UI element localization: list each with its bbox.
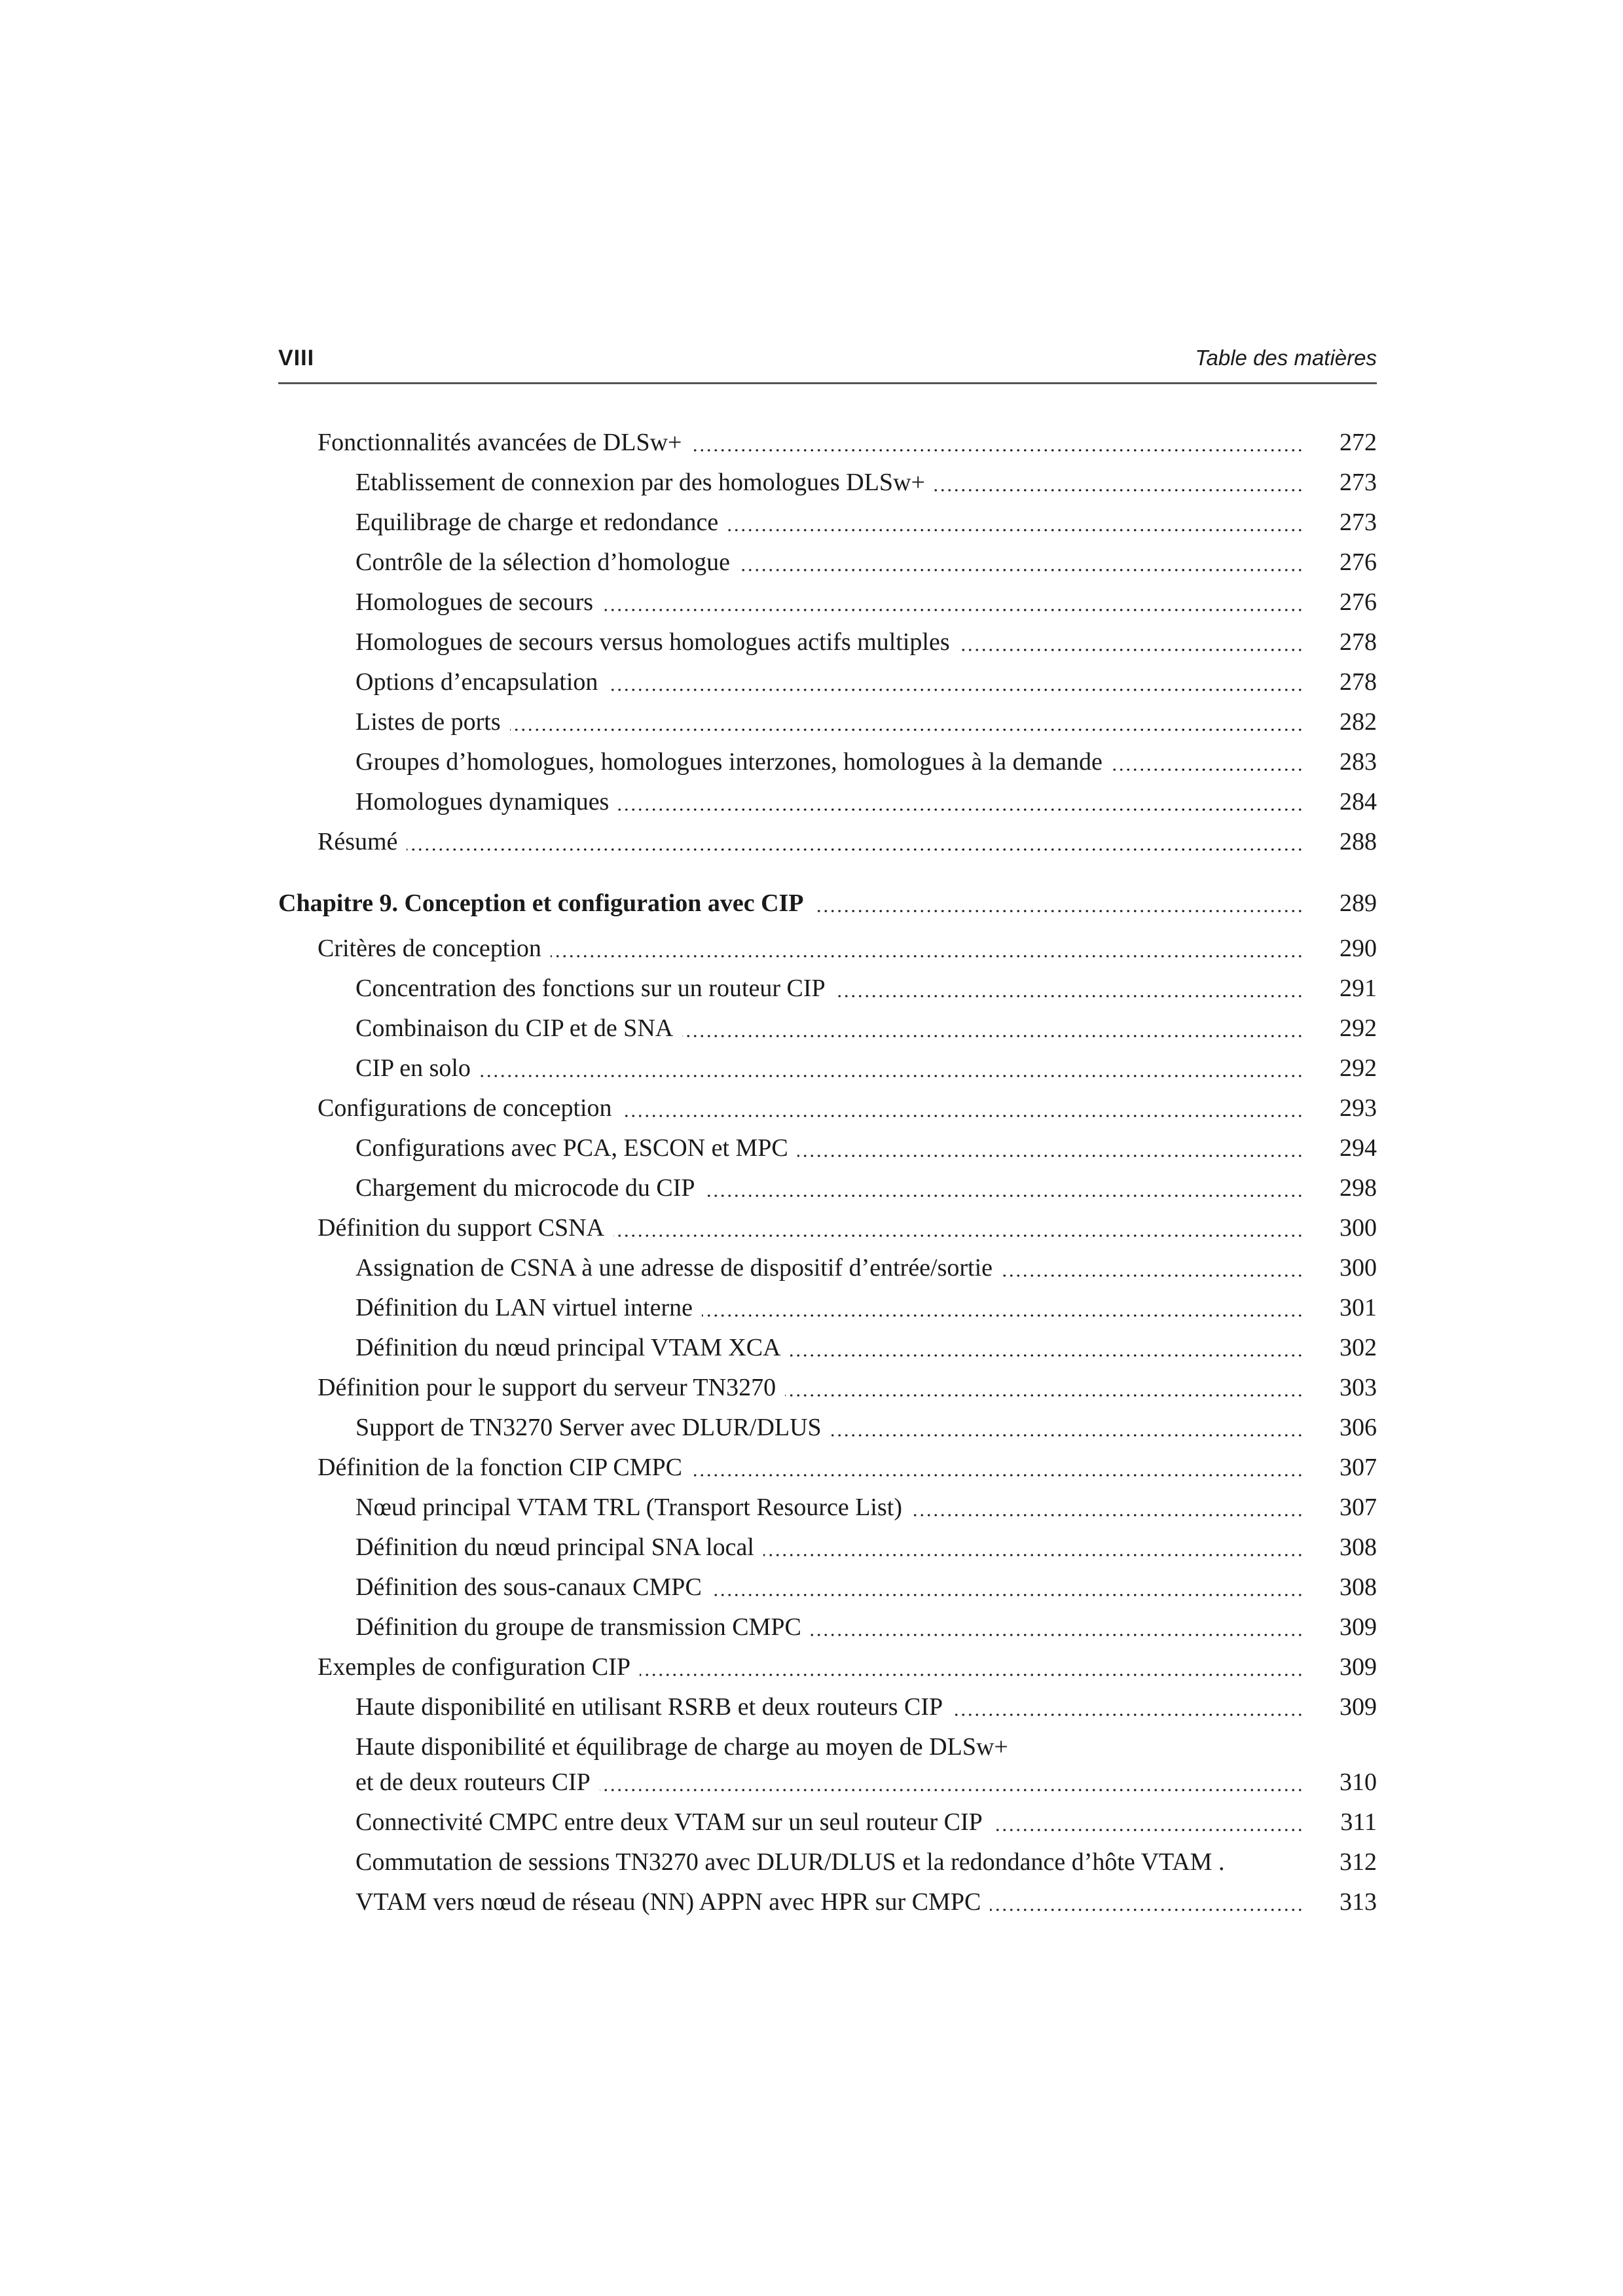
toc-entry: [278, 1011, 1377, 1045]
toc-entry-page: 294: [1340, 1134, 1377, 1162]
toc-entry-page: 309: [1340, 1613, 1377, 1641]
toc-entry-title: Nœud principal VTAM TRL (Transport Resource List): [356, 1494, 902, 1521]
toc-entry: [278, 1730, 1377, 1764]
toc-entry-page: 273: [1340, 469, 1377, 496]
toc-entry-title: Assignation de CSNA à une adresse de dispositif d’entrée/sortie: [356, 1254, 993, 1282]
toc-entry-page: 298: [1340, 1174, 1377, 1202]
toc-entry-page: 300: [1340, 1214, 1377, 1242]
toc-entry: [278, 1371, 1377, 1405]
toc-entry-page: 276: [1340, 548, 1377, 576]
toc-entry-page: 309: [1340, 1693, 1377, 1721]
toc-entry: [278, 745, 1377, 779]
toc-entry: [278, 1530, 1377, 1564]
toc-entry-title: Connectivité CMPC entre deux VTAM sur un seul routeur CIP: [356, 1808, 983, 1836]
toc-entry: [278, 1805, 1377, 1839]
toc-leader-dots: [613, 1211, 1304, 1245]
toc-entry: [278, 1251, 1377, 1285]
toc-entry-title: Définition du LAN virtuel interne: [356, 1294, 693, 1321]
toc-entry-page: 309: [1340, 1653, 1377, 1681]
toc-entry-page: 291: [1340, 975, 1377, 1002]
toc-leader-dots: [602, 585, 1304, 619]
toc-leader-dots: [992, 1805, 1304, 1839]
header-rule: [278, 382, 1377, 384]
toc-entry-title: Définition du nœud principal SNA local: [356, 1534, 754, 1561]
toc-entry-title: Configurations de conception: [318, 1094, 612, 1122]
toc-entry-title: Chargement du microcode du CIP: [356, 1174, 695, 1202]
toc-entry-page: 283: [1340, 748, 1377, 776]
toc-entry-page: 313: [1340, 1888, 1377, 1916]
toc-leader-dots: [510, 705, 1304, 739]
toc-entry-title: Résumé: [318, 828, 398, 855]
toc-entry-title: Définition des sous-canaux CMPC: [356, 1573, 702, 1601]
toc-leader-dots: [934, 465, 1304, 499]
toc-entry-page: 276: [1340, 588, 1377, 616]
toc-leader-dots: [621, 1091, 1304, 1125]
toc-entry: [278, 1051, 1377, 1085]
toc-entry: [278, 1885, 1377, 1919]
toc-entry-page: 273: [1340, 509, 1377, 536]
toc-leader-dots: [739, 545, 1304, 579]
toc-entry: [278, 971, 1377, 1005]
toc-entry-page: 292: [1340, 1054, 1377, 1082]
page-folio: VIII: [278, 346, 315, 370]
toc-entry-page: 307: [1340, 1454, 1377, 1481]
toc-entry-page: 310: [1340, 1768, 1377, 1796]
toc-entry: [278, 1490, 1377, 1524]
toc-leader-dots: [911, 1490, 1304, 1524]
toc-entry-page: 282: [1340, 708, 1377, 736]
toc-entry-continuation: [278, 1765, 1377, 1799]
toc-entry-title: Fonctionnalités avancées de DLSw+: [318, 429, 682, 456]
toc-entry-page: 290: [1340, 935, 1377, 962]
toc-leader-dots: [959, 625, 1304, 659]
toc-entry-title: Homologues de secours versus homologues actifs multiples: [356, 628, 950, 656]
toc-entry-page: 312: [1340, 1848, 1377, 1876]
toc-entry-title: Groupes d’homologues, homologues interzones, homologues à la demande: [356, 748, 1103, 776]
toc-leader-dots: [831, 1410, 1304, 1444]
toc-leader-dots: [797, 1131, 1304, 1165]
toc-entry-page: 308: [1340, 1534, 1377, 1561]
toc-entry-title: Support de TN3270 Server avec DLUR/DLUS: [356, 1414, 822, 1441]
toc-entry-page: 272: [1340, 429, 1377, 456]
toc-leader-dots: [1002, 1251, 1304, 1285]
toc-entry-title: Définition du groupe de transmission CMPC: [356, 1613, 801, 1641]
toc-entry-page: 306: [1340, 1414, 1377, 1441]
toc-entry-page: 302: [1340, 1334, 1377, 1361]
toc-leader-dots: [600, 1765, 1304, 1799]
toc-entry-page: 278: [1340, 668, 1377, 696]
toc-entry: [278, 705, 1377, 739]
toc-entry-title: VTAM vers nœud de réseau (NN) APPN avec HPR sur CMPC: [356, 1888, 981, 1916]
toc-entry: [278, 1331, 1377, 1365]
toc-entry-title: Contrôle de la sélection d’homologue: [356, 548, 730, 576]
toc-entry-title: Exemples de configuration CIP: [318, 1653, 631, 1681]
toc-entry: [278, 1650, 1377, 1684]
toc-entry-title: CIP en solo: [356, 1054, 471, 1082]
toc-entry: [278, 1211, 1377, 1245]
toc-entry: [278, 665, 1377, 699]
toc-entry-page: 288: [1340, 828, 1377, 855]
toc-entry-page: 300: [1340, 1254, 1377, 1282]
toc-leader-dots: [763, 1530, 1304, 1564]
toc-entry-title: Définition de la fonction CIP CMPC: [318, 1454, 682, 1481]
toc-entry-page: 301: [1340, 1294, 1377, 1321]
toc-entry-title: Haute disponibilité et équilibrage de charge au moyen de DLSw+: [356, 1733, 1008, 1761]
toc-entry: [278, 425, 1377, 459]
toc-leader-dots: [990, 1885, 1304, 1919]
toc-leader-dots: [711, 1570, 1304, 1604]
toc-leader-dots: [682, 1011, 1304, 1045]
toc-entry: [278, 545, 1377, 579]
toc-entry-title: Commutation de sessions TN3270 avec DLUR/DLUS et la redondance d’hôte VTAM .: [356, 1848, 1225, 1876]
toc-leader-dots: [1112, 745, 1304, 779]
toc-leader-dots: [607, 665, 1304, 699]
toc-leader-dots: [727, 505, 1304, 539]
toc-leader-dots: [790, 1331, 1304, 1365]
toc-entry-page: 308: [1340, 1573, 1377, 1601]
toc-entry: [278, 1410, 1377, 1444]
toc-leader-dots: [813, 886, 1304, 920]
toc-entry-title: Définition du support CSNA: [318, 1214, 605, 1242]
toc-leader-dots: [811, 1610, 1304, 1644]
toc-entry-title: Equilibrage de charge et redondance: [356, 509, 719, 536]
toc-entry: [278, 1450, 1377, 1484]
toc-entry: [278, 1091, 1377, 1125]
toc-entry-page: 284: [1340, 788, 1377, 816]
toc-leader-dots: [618, 785, 1304, 819]
toc-leader-dots: [691, 425, 1304, 459]
toc-entry-title: Homologues dynamiques: [356, 788, 610, 816]
toc-entry: [278, 465, 1377, 499]
toc-entry-title: Options d’encapsulation: [356, 668, 598, 696]
toc-entry: [278, 505, 1377, 539]
toc-entry-title: Combinaison du CIP et de SNA: [356, 1014, 674, 1042]
toc-entry-page: 311: [1340, 1808, 1377, 1836]
running-title: Table des matières: [1195, 346, 1377, 370]
toc-entry-title: Etablissement de connexion par des homologues DLSw+: [356, 469, 925, 496]
toc-entry-title: Concentration des fonctions sur un routeur CIP: [356, 975, 826, 1002]
toc-entry: [278, 785, 1377, 819]
toc-leader-dots: [407, 825, 1304, 859]
toc-leader-dots: [835, 971, 1304, 1005]
toc-entry: [278, 825, 1377, 859]
toc-entry-continuation-text: et de deux routeurs CIP: [356, 1768, 591, 1796]
toc-entry: [278, 1610, 1377, 1644]
toc-leader-dots: [704, 1171, 1304, 1205]
toc-entry-page: 289: [1340, 889, 1377, 917]
toc-entry: [278, 931, 1377, 965]
toc-leader-dots: [551, 931, 1304, 965]
toc-entry-title: Critères de conception: [318, 935, 541, 962]
toc-entry-page-holder: [278, 1845, 1377, 1879]
toc-entry: [278, 1171, 1377, 1205]
toc-entry-page: 303: [1340, 1374, 1377, 1401]
toc-entry-title: Homologues de secours: [356, 588, 594, 616]
toc-leader-dots: [952, 1690, 1304, 1724]
toc-chapter-title: Chapitre 9. Conception et configuration avec CIP: [278, 889, 804, 917]
toc-entry-page: 307: [1340, 1494, 1377, 1521]
page-header: [278, 339, 1377, 385]
toc-entry: [278, 585, 1377, 619]
toc-entry: [278, 1690, 1377, 1724]
toc-leader-dots: [702, 1291, 1304, 1325]
toc-leader-dots: [691, 1450, 1304, 1484]
toc-leader-dots: [480, 1051, 1304, 1085]
toc-entry: [278, 625, 1377, 659]
toc-entry-title: Configurations avec PCA, ESCON et MPC: [356, 1134, 788, 1162]
toc-entry-title: Définition pour le support du serveur TN3270: [318, 1374, 776, 1401]
toc-entry-page: 292: [1340, 1014, 1377, 1042]
toc-entry-title: Listes de ports: [356, 708, 501, 736]
toc-entry: [278, 1291, 1377, 1325]
toc-leader-dots: [785, 1371, 1304, 1405]
toc-entry-page: 293: [1340, 1094, 1377, 1122]
toc-chapter-entry: [278, 886, 1377, 920]
toc-entry: [278, 1570, 1377, 1604]
toc-entry-title: Haute disponibilité en utilisant RSRB et deux routeurs CIP: [356, 1693, 943, 1721]
toc-entry: [278, 1131, 1377, 1165]
toc-entry-title: Définition du nœud principal VTAM XCA: [356, 1334, 781, 1361]
toc-entry-page: 278: [1340, 628, 1377, 656]
toc-leader-dots: [640, 1650, 1304, 1684]
